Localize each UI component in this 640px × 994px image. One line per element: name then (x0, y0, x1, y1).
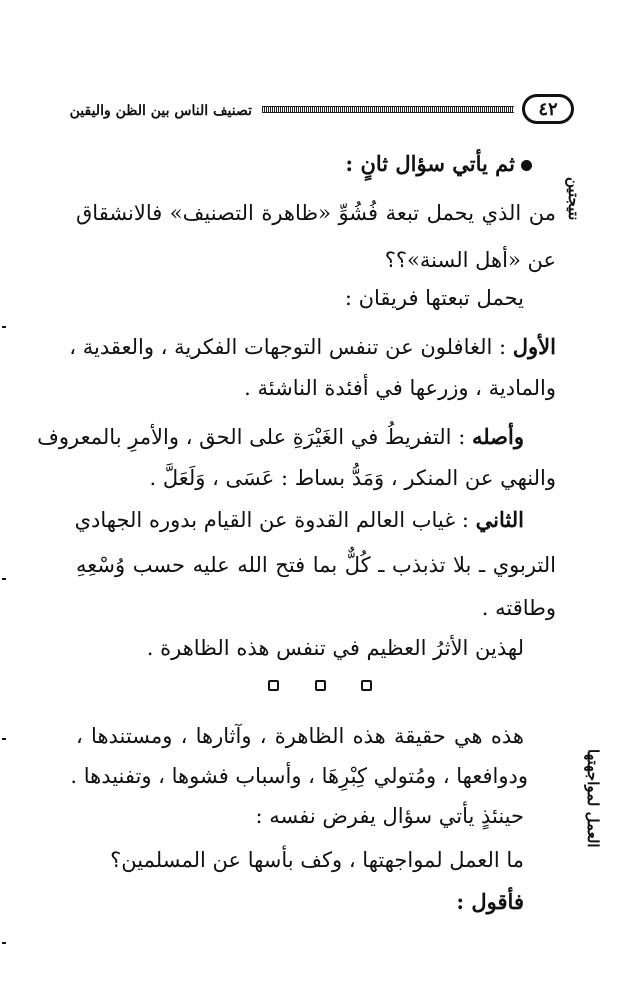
section-divider (268, 680, 372, 696)
term-label: الثاني (475, 507, 524, 532)
term-label: الأول (512, 334, 556, 359)
margin-note-1: نتيجتين (565, 176, 583, 220)
paragraph-line: حينئذٍ يأتي سؤال يفرض نفسه : (255, 804, 524, 828)
paragraph-line (37, 415, 524, 459)
paragraph-line: والنهي عن المنكر ، وَمَدُّ بساط : عَسَى ، وَلَعَلَّ . (149, 466, 556, 490)
square-ornament-icon (361, 680, 372, 691)
bullet-icon (521, 160, 532, 171)
running-header-title: تصنيف الناس بين الظن واليقين (69, 103, 252, 119)
paragraph-line: فأقول : (456, 889, 524, 914)
header-rule (262, 106, 514, 113)
line-text: : التفريطُ في الغَيْرَةِ على الحق ، والأمرِ بالمعروف (37, 425, 466, 449)
paragraph-line: التربوي ـ بلا تذبذب ـ كُلٌّ بما فتح الله عليه حسب وُسْعِهِ (76, 553, 556, 577)
square-ornament-icon (315, 680, 326, 691)
paragraph-line: ودوافعها ، ومُتولي كِبْرِهَا ، وأسباب فشوها ، وتفنيدها . (70, 764, 528, 788)
page-number: ٤٢ (522, 94, 574, 124)
paragraph-line: هذه هي حقيقة هذه الظاهرة ، وآثارها ، ومستندها ، (76, 724, 524, 748)
line-text: : غياب العالم القدوة عن القيام بدوره الجهادي (74, 508, 469, 532)
paragraph-line: ما العمل لمواجهتها ، وكف بأسها عن المسلمين؟ (110, 848, 524, 872)
paragraph-line: وطاقته . (481, 596, 556, 620)
scan-edge-mark (2, 326, 6, 328)
margin-note-2: العمل لمواجهتها (584, 749, 602, 848)
paragraph-line: عن «أهل السنة»؟؟ (384, 248, 556, 272)
scan-edge-mark (2, 942, 6, 944)
paragraph-line (52, 142, 532, 186)
paragraph-line (76, 498, 524, 542)
scan-edge-mark (2, 738, 6, 740)
line-text: ثم يأتي سؤال ثانٍ : (345, 151, 515, 176)
square-ornament-icon (268, 680, 279, 691)
scan-edge-mark (2, 578, 6, 580)
paragraph-line: يحمل تبعتها فريقان : (344, 286, 524, 310)
paragraph-line: من الذي يحمل تبعة فُشُوِّ «ظاهرة التصنيف» فالانشقاق (76, 201, 556, 225)
paragraph-line: والمادية ، وزرعها في أفئدة الناشئة . (244, 376, 556, 400)
paragraph-line (69, 325, 556, 369)
term-label: وأصله (471, 424, 524, 449)
line-text: : الغافلون عن تنفس التوجهات الفكرية ، والعقدية ، (69, 335, 507, 359)
paragraph-line: لهذين الأثرُ العظيم في تنفس هذه الظاهرة . (146, 636, 524, 660)
